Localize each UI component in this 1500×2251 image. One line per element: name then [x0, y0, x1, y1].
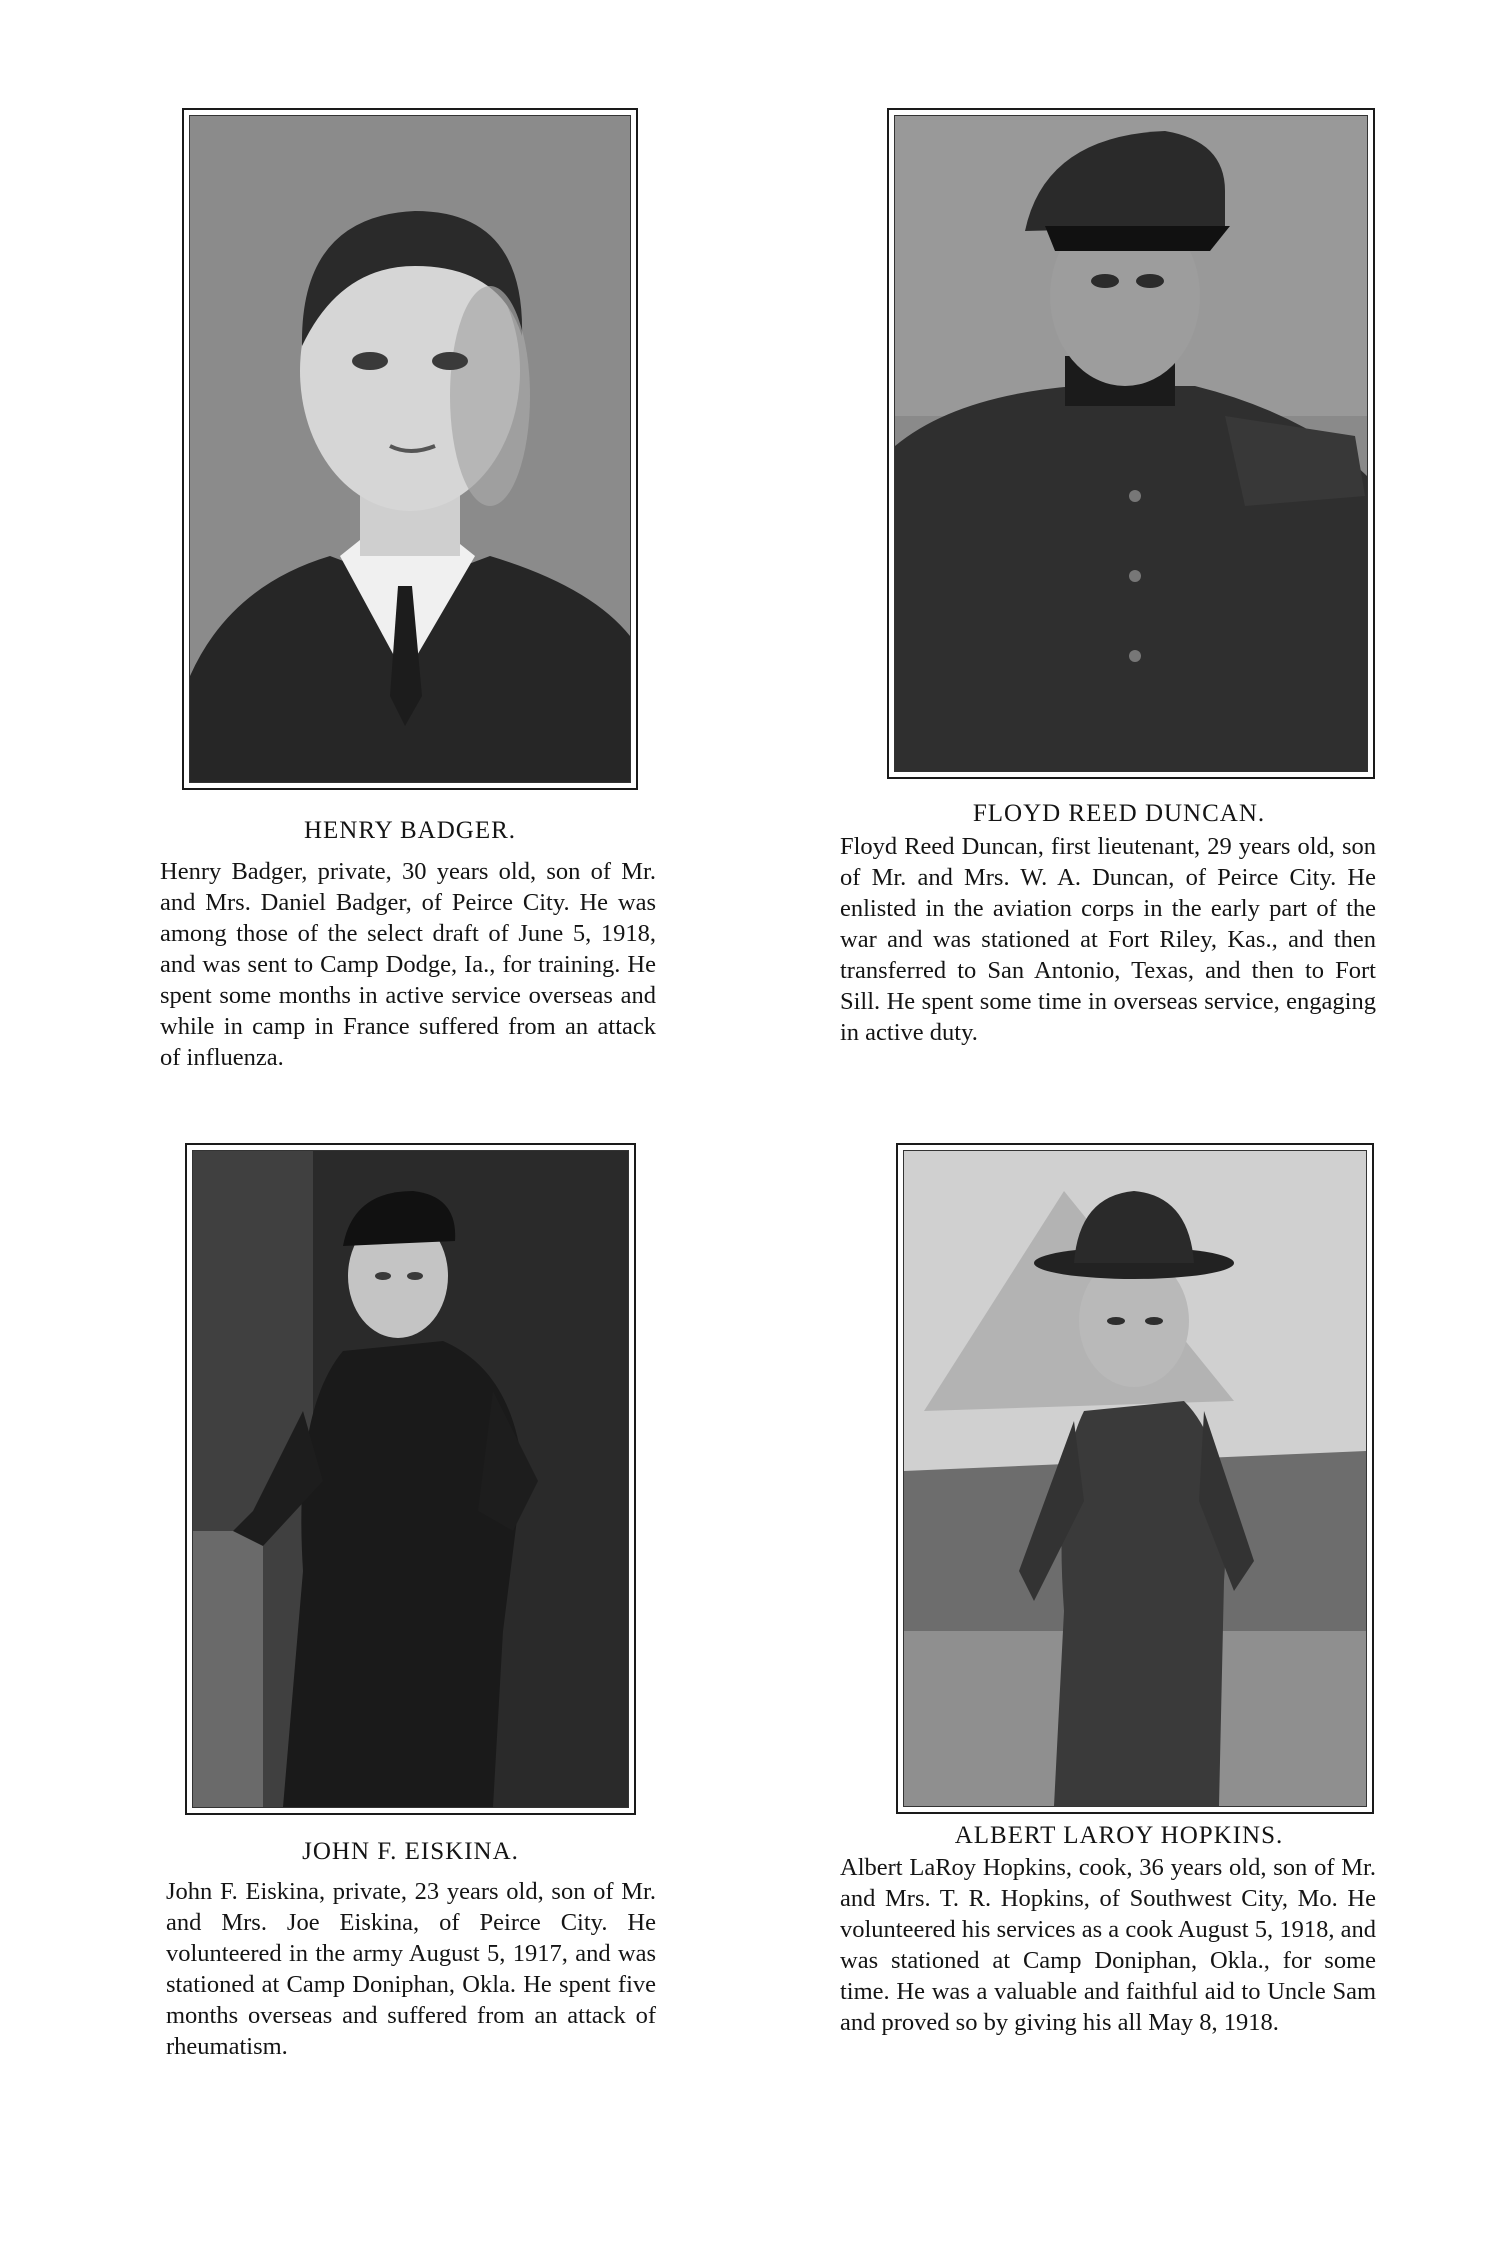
caption-henry-badger: HENRY BADGER.: [303, 817, 517, 844]
bio-henry-badger: Henry Badger, private, 30 years old, son of Mr. and Mrs. Daniel Badger, of Peirce City. He was among those of the select draft of June 5, 1918, and was sent to Camp Dodge, Ia., for training. He spent some months in active service overseas and while in camp in France suffered from an attack of influenza.: [160, 858, 656, 1071]
portrait-henry-badger-image: [189, 115, 631, 783]
bio-floyd-reed-duncan: Floyd Reed Duncan, first lieutenant, 29 years old, son of Mr. and Mrs. W. A. Duncan, of Peirce City. He enlisted in the aviation corps in the early part of the war and was stationed at Fort Riley, Kas., and then transferred to San Antonio, Texas, and then to Fort Sill. He spent some time in overseas service, engaging in active duty.: [840, 833, 1376, 1046]
portrait-floyd-reed-duncan: [887, 108, 1375, 779]
portrait-john-f-eiskina: [185, 1143, 636, 1815]
portrait-henry-badger: [182, 108, 638, 790]
caption-albert-laroy-hopkins: ALBERT LAROY HOPKINS.: [954, 1822, 1284, 1849]
portrait-albert-laroy-hopkins: [896, 1143, 1374, 1814]
bio-albert-laroy-hopkins: Albert LaRoy Hopkins, cook, 36 years old, son of Mr. and Mrs. T. R. Hopkins, of Southwest City, Mo. He volunteered his services as a cook August 5, 1918, and was stationed at Camp Doniphan, Okla., for some time. He was a valuable and faithful aid to Uncle Sam and proved so by giving his all May 8, 1918.: [840, 1854, 1376, 2036]
portrait-john-f-eiskina-image: [192, 1150, 629, 1808]
portrait-floyd-reed-duncan-image: [894, 115, 1368, 772]
caption-floyd-reed-duncan: FLOYD REED DUNCAN.: [972, 800, 1266, 827]
portrait-albert-laroy-hopkins-image: [903, 1150, 1367, 1807]
bio-john-f-eiskina: John F. Eiskina, private, 23 years old, son of Mr. and Mrs. Joe Eiskina, of Peirce City. He volunteered in the army August 5, 1917, and was stationed at Camp Doniphan, Okla. He spent five months overseas and suffered from an attack of rheumatism.: [166, 1878, 656, 2060]
caption-john-f-eiskina: JOHN F. EISKINA.: [302, 1838, 519, 1865]
